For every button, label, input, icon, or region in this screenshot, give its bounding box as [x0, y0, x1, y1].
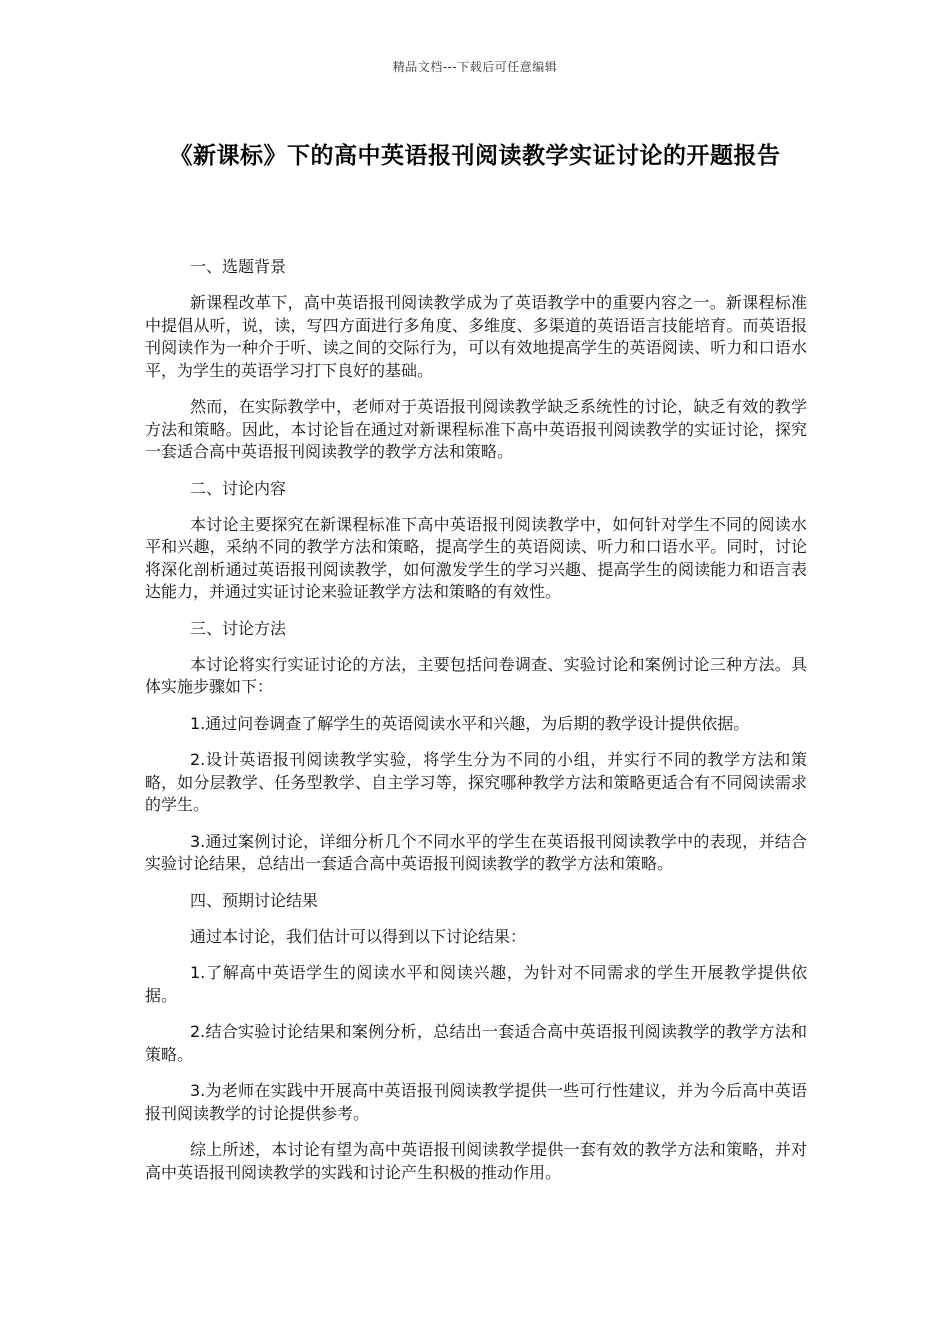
paragraph: 通过本讨论，我们估计可以得到以下讨论结果：	[190, 926, 527, 946]
list-item: 1.通过问卷调查了解学生的英语阅读水平和兴趣，为后期的教学设计提供依据。	[190, 713, 750, 733]
section-heading-content: 二、讨论内容	[190, 478, 287, 498]
paragraph: 新课程改革下，高中英语报刊阅读教学成为了英语教学中的重要内容之一。新课程标准中提倡从听，说，读，写四方面进行多角度、多维度、多渠道的英语语言技能培育。而英语报刊阅读作为一种介于听、读之间的交际行为，可以有效地提高学生的英语阅读、听力和口语水平，为学生的英语学习打下良好的基础。	[145, 293, 807, 380]
paragraph: 本讨论主要探究在新课程标准下高中英语报刊阅读教学中，如何针对学生不同的阅读水平和兴趣，采纳不同的教学方法和策略，提高学生的英语阅读、听力和口语水平。同时，讨论将深化剖析通过英语报刊阅读教学，如何激发学生的学习兴趣、提高学生的阅读能力和语言表达能力，并通过实证讨论来验证教学方法和策略的有效性。	[145, 514, 807, 601]
list-item: 2.设计英语报刊阅读教学实验，将学生分为不同的小组，并实行不同的教学方法和策略，如分层教学、任务型教学、自主学习等，探究哪种教学方法和策略更适合有不同阅读需求的学生。	[145, 750, 807, 814]
paragraph: 本讨论将实行实证讨论的方法，主要包括问卷调查、实验讨论和案例讨论三种方法。具体实施步骤如下：	[145, 654, 807, 696]
list-item: 3.通过案例讨论，详细分析几个不同水平的学生在英语报刊阅读教学中的表现，并结合实验讨论结果，总结出一套适合高中英语报刊阅读教学的教学方法和策略。	[145, 831, 807, 873]
section-heading-expected-results: 四、预期讨论结果	[190, 890, 319, 910]
header-note: 精品文档---下载后可任意编辑	[392, 60, 558, 74]
list-item: 2.结合实验讨论结果和案例分析，总结出一套适合高中英语报刊阅读教学的教学方法和策略。	[145, 1022, 807, 1064]
list-item: 3.为老师在实践中开展高中英语报刊阅读教学提供一些可行性建议，并为今后高中英语报刊阅读教学的讨论提供参考。	[145, 1081, 807, 1123]
document-title: 《新课标》下的高中英语报刊阅读教学实证讨论的开题报告	[169, 143, 781, 169]
conclusion-paragraph: 综上所述，本讨论有望为高中英语报刊阅读教学提供一套有效的教学方法和策略，并对高中英语报刊阅读教学的实践和讨论产生积极的推动作用。	[145, 1140, 807, 1182]
paragraph: 然而，在实际教学中，老师对于英语报刊阅读教学缺乏系统性的讨论，缺乏有效的教学方法和策略。因此，本讨论旨在通过对新课程标准下高中英语报刊阅读教学的实证讨论，探究一套适合高中英语报刊阅读教学的教学方法和策略。	[145, 397, 807, 461]
section-heading-method: 三、讨论方法	[190, 618, 287, 638]
list-item: 1.了解高中英语学生的阅读水平和阅读兴趣，为针对不同需求的学生开展教学提供依据。	[145, 963, 807, 1005]
section-heading-background: 一、选题背景	[190, 257, 287, 276]
document-body	[145, 256, 807, 1198]
